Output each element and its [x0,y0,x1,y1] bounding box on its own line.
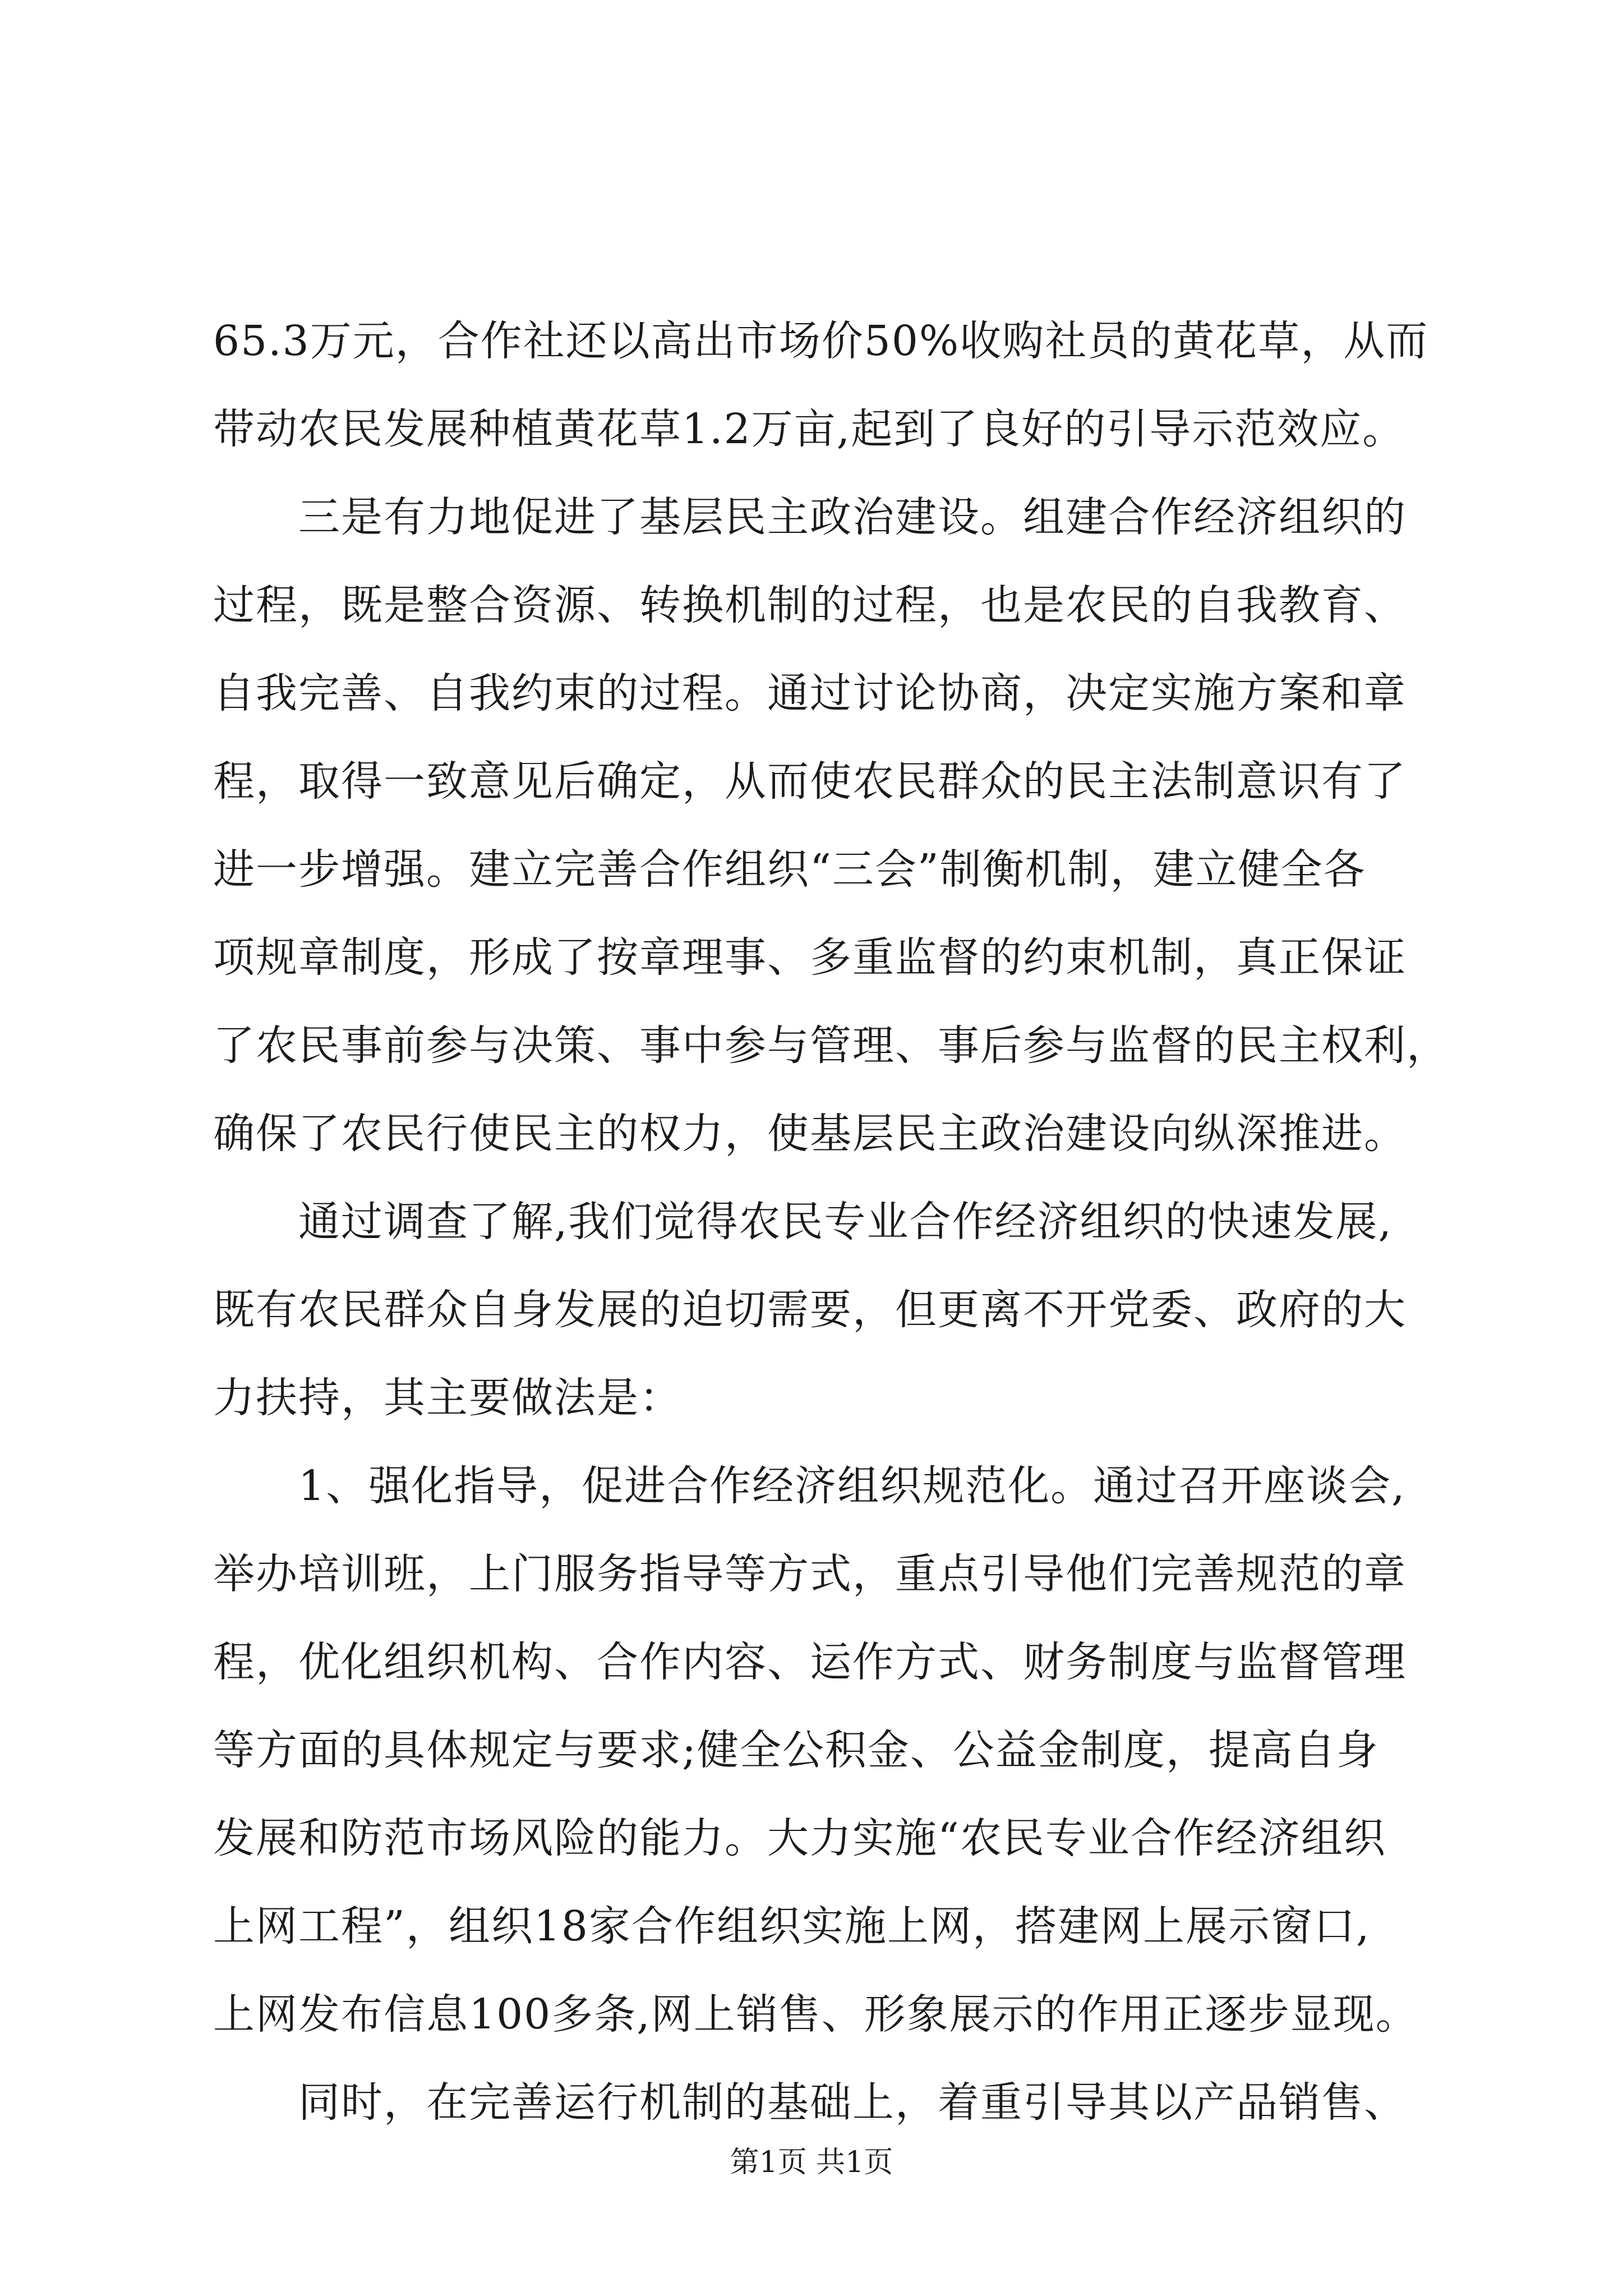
text-line: 进一步增强。建立完善合作组织“三会”制衡机制，建立健全各 [213,845,1366,894]
text-line: 了农民事前参与决策、事中参与管理、事后参与监督的民主权利， [213,1022,1449,1070]
text-line: 既有农民群众自身发展的迫切需要，但更离不开党委、政府的大 [213,1286,1407,1334]
text-line: 力扶持，其主要做法是： [213,1374,682,1422]
text-line: 65.3万元，合作社还以高出市场价50%收购社员的黄花草，从而 [213,317,1429,365]
document-body [213,297,1447,2147]
text-line: 举办培训班，上门服务指导等方式，重点引导他们完善规范的章 [213,1550,1407,1598]
text-line: 程，取得一致意见后确定，从而使农民群众的民主法制意识有了 [213,757,1407,806]
text-line: 发展和防范市场风险的能力。大力实施“农民专业合作经济组织 [213,1814,1386,1862]
text-line: 项规章制度，形成了按章理事、多重监督的约束机制，真正保证 [213,933,1407,982]
text-line: 自我完善、自我约束的过程。通过讨论协商，决定实施方案和章 [213,669,1407,717]
text-line: 带动农民发展种植黄花草1.2万亩,起到了良好的引导示范效应。 [213,405,1405,453]
text-line: 三是有力地促进了基层民主政治建设。组建合作经济组织的 [213,493,1407,541]
text-line: 同时，在完善运行机制的基础上，着重引导其以产品销售、 [213,2078,1407,2127]
page-number-footer: 第1页 共1页 [730,2146,893,2179]
text-line: 过程，既是整合资源、转换机制的过程，也是农民的自我教育、 [213,581,1407,629]
text-line: 上网发布信息100多条,网上销售、形象展示的作用正逐步显现。 [213,1990,1418,2039]
text-line: 确保了农民行使民主的权力，使基层民主政治建设向纵深推进。 [213,1110,1407,1158]
text-line: 上网工程”，组织18家合作组织实施上网，搭建网上展示窗口, [213,1902,1371,1950]
text-line: 1、强化指导，促进合作经济组织规范化。通过召开座谈会, [213,1462,1406,1510]
text-line: 通过调查了解,我们觉得农民专业合作经济组织的快速发展, [213,1198,1393,1246]
text-line: 等方面的具体规定与要求;健全公积金、公益金制度，提高自身 [213,1726,1379,1774]
text-line: 程，优化组织机构、合作内容、运作方式、财务制度与监督管理 [213,1638,1407,1686]
